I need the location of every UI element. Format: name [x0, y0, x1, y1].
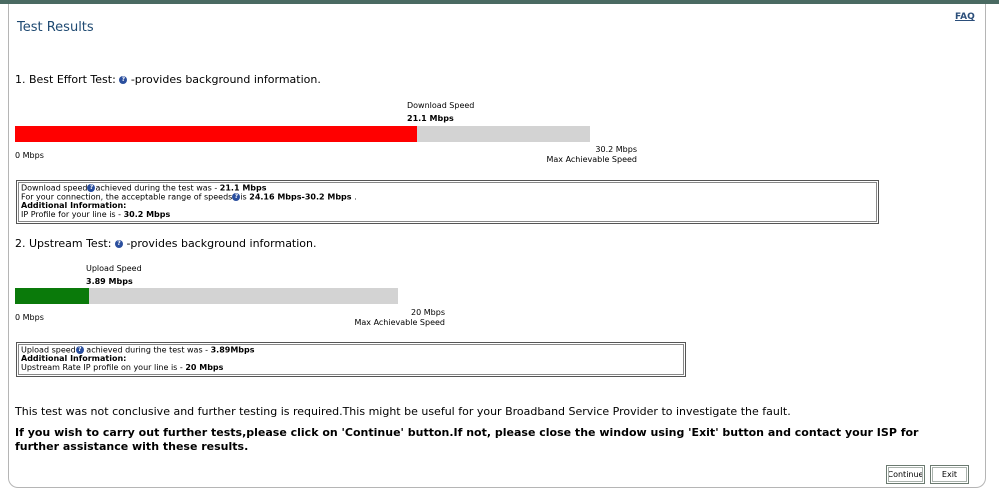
- upload-info-line-3: [21, 364, 681, 373]
- page-title: Test Results: [17, 20, 94, 35]
- range-info-value: 24.16 Mbps-30.2 Mbps: [249, 192, 352, 202]
- upload-info-label: Upload speed: [21, 345, 76, 355]
- best-effort-heading: [15, 73, 321, 86]
- help-icon[interactable]: ?: [87, 184, 95, 192]
- download-speed-bar: [15, 126, 590, 142]
- upload-max-value: 20 Mbps: [411, 308, 445, 317]
- range-info-label: For your connection, the acceptable range of speeds: [21, 192, 233, 202]
- upload-meter-title: Upload Speed: [86, 264, 142, 273]
- help-icon[interactable]: ?: [115, 240, 123, 248]
- upload-additional-heading: Additional Information:: [21, 354, 127, 364]
- download-info-text: achieved during the test was -: [95, 183, 220, 193]
- faq-link[interactable]: FAQ: [955, 12, 975, 22]
- inconclusive-note: This test was not conclusive and further testing is required.This might be useful for your Broadband Service Provider to investigate the fault.: [15, 405, 791, 418]
- download-info-label: Download speed: [21, 183, 88, 193]
- upload-speed-bar: [15, 288, 398, 304]
- best-effort-heading-suffix: -provides background information.: [130, 73, 321, 86]
- upload-info-value: 3.89Mbps: [210, 345, 255, 355]
- help-icon[interactable]: ?: [119, 76, 127, 84]
- further-test-instruction: If you wish to carry out further tests,please click on 'Continue' button.If not, please close the window using 'Exit' button and contact your ISP for further assistance with these results.: [15, 426, 919, 453]
- download-info-line-2: [21, 193, 874, 202]
- best-effort-heading-prefix: 1. Best Effort Test:: [15, 73, 116, 86]
- exit-button[interactable]: Exit: [930, 465, 969, 484]
- download-meter-title: Download Speed: [407, 101, 475, 110]
- upstream-heading-prefix: 2. Upstream Test:: [15, 237, 112, 250]
- help-icon[interactable]: ?: [76, 346, 84, 354]
- download-speed-fill: [15, 126, 417, 142]
- upstream-profile-label: Upstream Rate IP profile on your line is -: [21, 362, 186, 372]
- help-icon[interactable]: ?: [232, 193, 240, 201]
- download-info-value: 21.1 Mbps: [219, 183, 267, 193]
- download-max-value: 30.2 Mbps: [595, 145, 637, 154]
- upload-max-caption: Max Achievable Speed: [354, 318, 445, 327]
- upload-info-text: achieved during the test was -: [83, 345, 211, 355]
- upstream-profile-value: 20 Mbps: [185, 362, 224, 372]
- ip-profile-label: IP Profile for your line is -: [21, 209, 124, 219]
- upstream-heading-suffix: -provides background information.: [126, 237, 317, 250]
- range-info-end: .: [351, 192, 357, 202]
- download-max-caption: Max Achievable Speed: [546, 155, 637, 164]
- download-info-line-4: [21, 211, 874, 220]
- download-speed-value: 21.1 Mbps: [407, 114, 454, 123]
- upload-min-label: 0 Mbps: [15, 313, 44, 322]
- download-additional-heading: Additional Information:: [21, 201, 127, 211]
- range-info-text: is: [240, 192, 250, 202]
- continue-button[interactable]: Continue: [886, 465, 925, 484]
- upload-speed-value: 3.89 Mbps: [86, 277, 133, 286]
- download-info-box: [16, 180, 879, 224]
- upload-info-box: [16, 342, 686, 377]
- upload-speed-fill: [15, 288, 89, 304]
- upstream-heading: [15, 237, 317, 250]
- ip-profile-value: 30.2 Mbps: [123, 209, 171, 219]
- download-min-label: 0 Mbps: [15, 151, 44, 160]
